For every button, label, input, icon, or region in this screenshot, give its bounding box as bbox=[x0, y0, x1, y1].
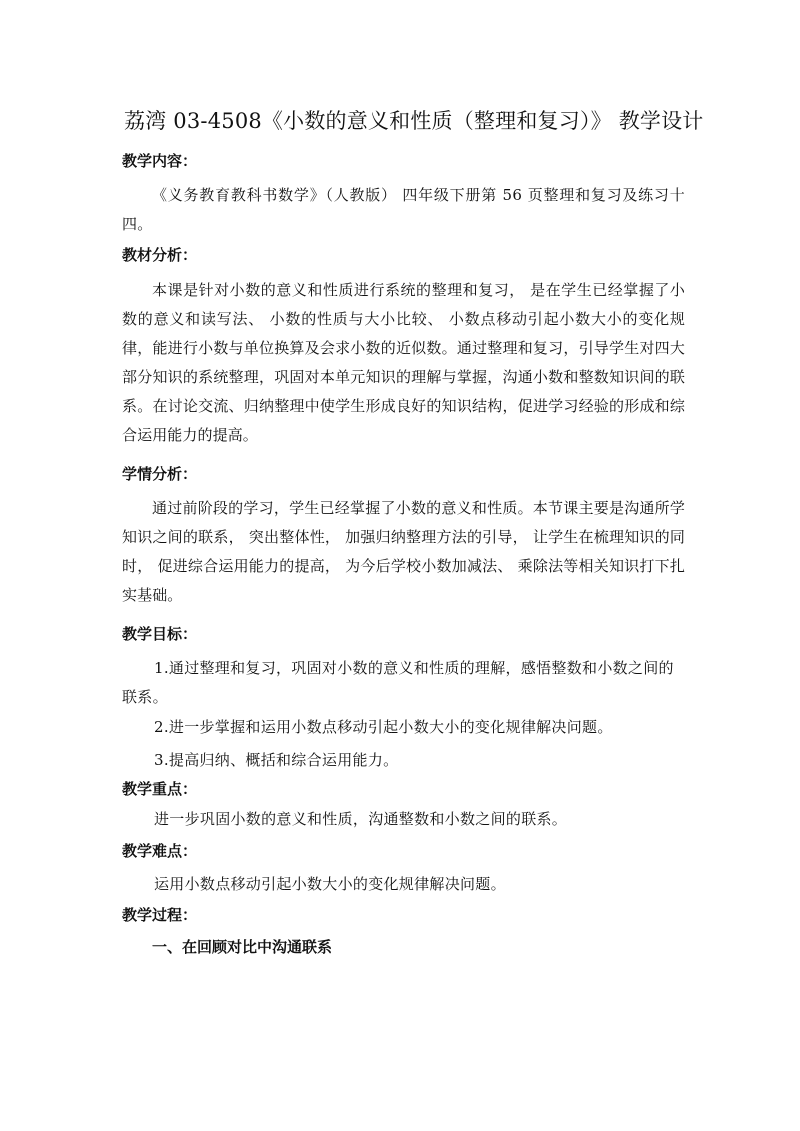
paragraph-student-analysis: 通过前阶段的学习，学生已经掌握了小数的意义和性质。本节课主要是沟通所学知识之间的联系， 突出整体性， 加强归纳整理方法的引导， 让学生在梳理知识的同时， 促进综合运用能力的提高， 为今后学校小数加减法、 乘除法等相关知识打下扎实基础。 bbox=[122, 499, 685, 604]
goal-item-3: 3.提高归纳、概括和综合运用能力。 bbox=[154, 751, 399, 769]
document-title: 荔湾 03-4508《小数的意义和性质（整理和复习）》 教学设计 bbox=[124, 109, 704, 133]
heading-student-analysis: 学情分析： bbox=[122, 465, 198, 483]
paragraph-teaching-content: 《义务教育教科书数学》（人教版） 四年级下册第 56 页整理和复习及练习十四。 bbox=[122, 186, 685, 233]
goal-item-1: 1.通过整理和复习，巩固对小数的意义和性质的理解，感悟整数和小数之间的联系。 bbox=[122, 659, 674, 706]
heading-key-point: 教学重点： bbox=[122, 780, 198, 798]
heading-teaching-process: 教学过程： bbox=[122, 906, 198, 924]
goal-item-2: 2.进一步掌握和运用小数点移动引起小数大小的变化规律解决问题。 bbox=[154, 718, 613, 736]
heading-material-analysis: 教材分析： bbox=[122, 246, 198, 264]
heading-teaching-goals: 教学目标： bbox=[122, 625, 198, 643]
heading-teaching-content: 教学内容： bbox=[122, 152, 198, 170]
text-difficulty: 运用小数点移动引起小数大小的变化规律解决问题。 bbox=[154, 875, 506, 893]
heading-difficulty: 教学难点： bbox=[122, 842, 198, 860]
text-key-point: 进一步巩固小数的意义和性质，沟通整数和小数之间的联系。 bbox=[154, 810, 568, 828]
subheading-process-step-1: 一、在回顾对比中沟通联系 bbox=[152, 938, 333, 956]
paragraph-material-analysis: 本课是针对小数的意义和性质进行系统的整理和复习， 是在学生已经掌握了小数的意义和读写法、 小数的性质与大小比较、 小数点移动引起小数大小的变化规律，能进行小数与单位换算及会求小数的近似数。通过整理和复习，引导学生对四大部分知识的系统整理，巩固对本单元知识的理解与掌握，沟通小数和整数知识间的联系。在讨论交流、归纳整理中使学生形成良好的知识结构，促进学习经验的形成和综合运用能力的提高。 bbox=[122, 281, 685, 444]
